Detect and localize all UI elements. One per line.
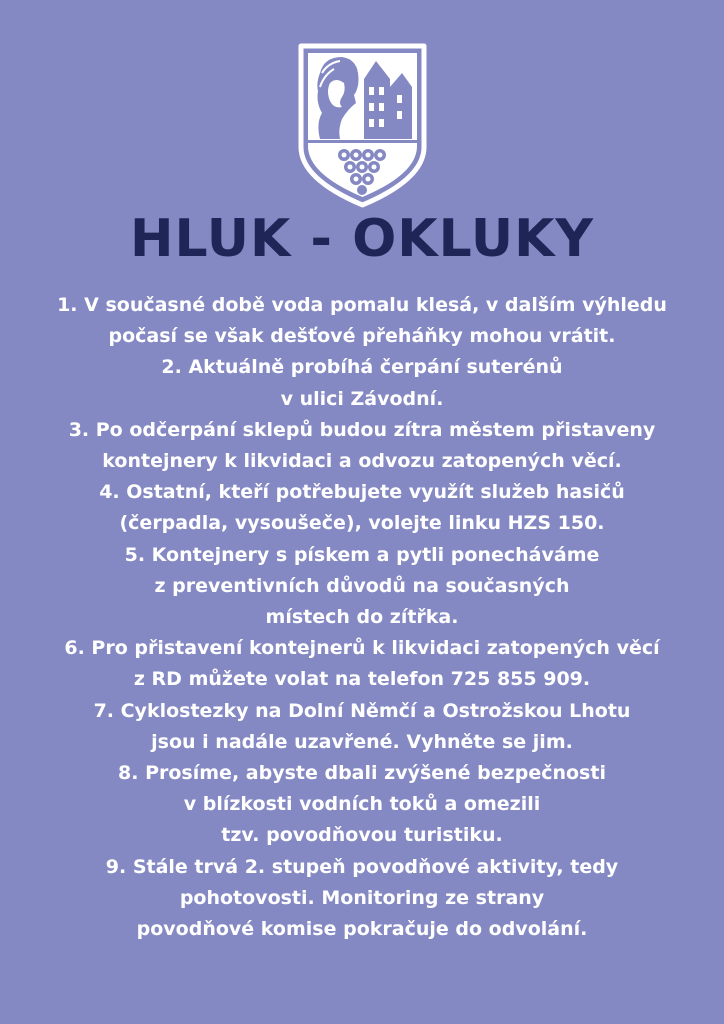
text-line: 6. Pro přistavení kontejnerů k likvidaci zatopených věcí xyxy=(64,637,660,660)
text-line: 2. Aktuálně probíhá čerpání suterénů xyxy=(161,356,563,379)
text-line: (čerpadla, vysoušeče), volejte linku HZS 150. xyxy=(119,512,605,535)
text-line: povodňové komise pokračuje do odvolání. xyxy=(136,918,588,941)
page-title: HLUK - OKLUKY xyxy=(129,209,595,269)
text-line: 3. Po odčerpání sklepů budou zítra městem přistaveny xyxy=(68,418,656,441)
text-line: 1. V současné době voda pomalu klesá, v dalším výhledu xyxy=(57,294,667,316)
text-line: v ulici Závodní. xyxy=(280,387,444,410)
text-line: tzv. povodňovou turistiku. xyxy=(221,824,503,847)
city-coat-of-arms-icon xyxy=(298,43,427,208)
text-line: 8. Prosíme, abyste dbali zvýšené bezpečnosti xyxy=(118,762,606,785)
text-line: v blízkosti vodních toků a omezili xyxy=(183,793,541,816)
text-line: místech do zítřka. xyxy=(265,606,459,629)
text-line: jsou i nadále uzavřené. Vyhněte se jim. xyxy=(151,730,573,753)
announcement-text xyxy=(20,290,704,945)
text-line: kontejnery k likvidaci a odvozu zatopených věcí. xyxy=(102,450,622,473)
text-line: 4. Ostatní, kteří potřebujete využít služeb hasičů xyxy=(99,481,625,504)
text-line: počasí se však dešťové přeháňky mohou vrátit. xyxy=(108,325,616,348)
text-line: 5. Kontejnery s pískem a pytli ponecháváme xyxy=(124,543,600,566)
text-line: 9. Stále trvá 2. stupeň povodňové aktivity, tedy xyxy=(105,855,619,878)
text-line: z RD můžete volat na telefon 725 855 909. xyxy=(133,668,591,691)
text-line: pohotovosti. Monitoring ze strany xyxy=(179,886,545,909)
text-line: 7. Cyklostezky na Dolní Němčí a Ostrožskou Lhotu xyxy=(93,699,631,722)
text-line: z preventivních důvodů na současných xyxy=(154,574,570,597)
